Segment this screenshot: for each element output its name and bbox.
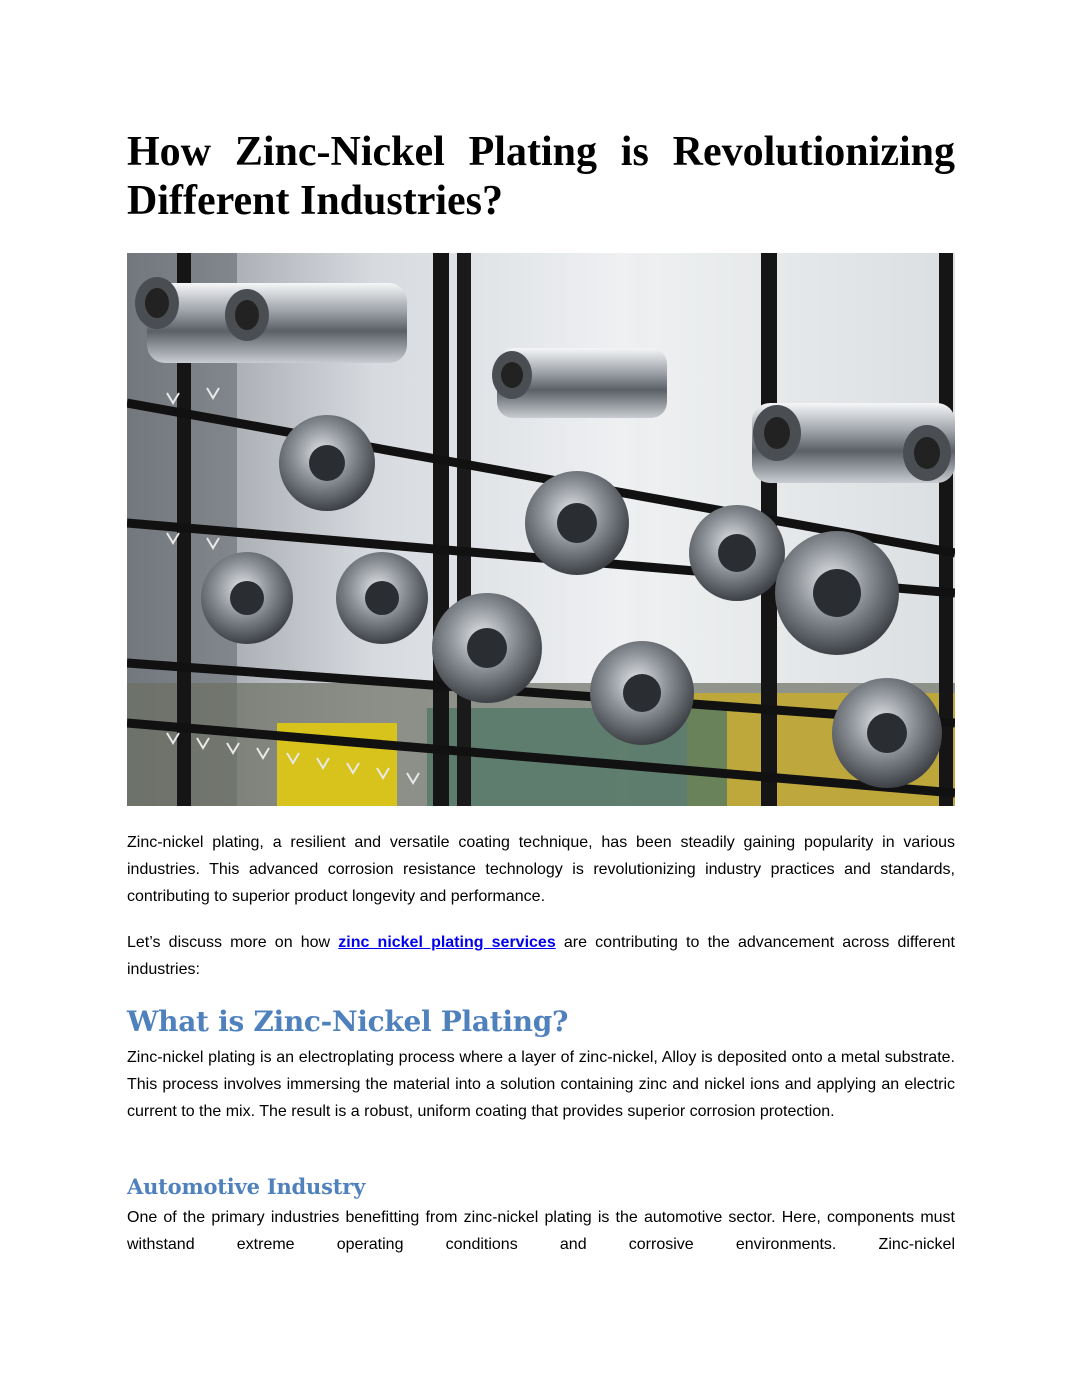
subsection-heading: Automotive Industry bbox=[127, 1174, 366, 1199]
section-heading: What is Zinc-Nickel Plating? bbox=[127, 1005, 569, 1038]
discuss-text-before: Let’s discuss more on how bbox=[127, 934, 339, 951]
intro-paragraph: Zinc-nickel plating, a resilient and versatile coating technique, has been steadily gaining popularity in various industries. This advanced corrosion resistance technology is revolutionizing industry practices and standards, contributing to superior product longevity and performance. bbox=[127, 834, 955, 905]
hero-image bbox=[127, 253, 955, 806]
section-paragraph: Zinc-nickel plating is an electroplating process where a layer of zinc-nickel, Alloy is deposited onto a metal substrate. This process involves immersing the material into a solution containing zinc and nickel ions and applying an electric current to the mix. The result is a robust, uniform coating that provides superior corrosion protection. bbox=[127, 1049, 955, 1120]
discuss-paragraph bbox=[127, 929, 955, 983]
subsection-paragraph: One of the primary industries benefitting from zinc-nickel plating is the automotive sector. Here, components must withstand extreme operating conditions and corrosive environments. Zinc-nickel bbox=[127, 1209, 955, 1253]
zinc-nickel-services-link[interactable]: zinc nickel plating services bbox=[338, 934, 556, 951]
discuss-text-after: are contributing to the advancement across different industries: bbox=[127, 934, 956, 978]
document-title: How Zinc-Nickel Plating is Revolutionizing Different Industries? bbox=[127, 129, 955, 224]
